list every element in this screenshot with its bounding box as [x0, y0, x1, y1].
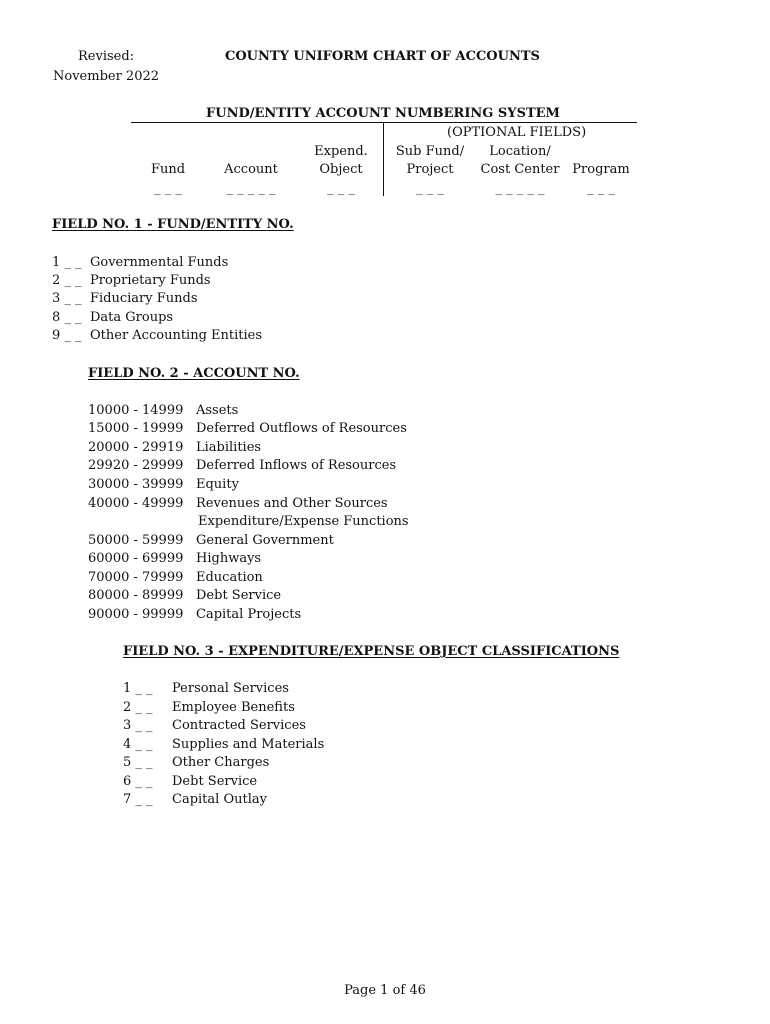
item-label: Other Charges [172, 755, 270, 770]
item-label: Proprietary Funds [90, 273, 211, 288]
column-line1 [568, 145, 634, 163]
page-number: Page 1 of 46 [344, 983, 426, 998]
column-blanks: _ _ _ [416, 181, 444, 196]
item-label: Other Accounting Entities [90, 328, 263, 343]
item-label: Deferred Outflows of Resources [196, 421, 407, 436]
column-line2: Account [224, 162, 278, 177]
column-line2: Object [319, 162, 363, 177]
column-line1 [140, 145, 196, 163]
item-label: Employee Benefits [172, 700, 295, 715]
item-label: Capital Outlay [172, 792, 267, 807]
item-label: General Government [196, 533, 334, 548]
item-code: 3 _ _ [52, 291, 82, 306]
item-range: 50000 - 59999 [88, 533, 184, 548]
item-label: Expenditure/Expense Functions [198, 514, 409, 529]
item-range: 20000 - 29919 [88, 440, 184, 455]
item-label: Capital Projects [196, 607, 302, 622]
item-range: 15000 - 19999 [88, 421, 184, 436]
revised-label: Revised: [78, 49, 135, 64]
column-account [211, 145, 291, 195]
document-title: COUNTY UNIFORM CHART OF ACCOUNTS [225, 49, 540, 64]
item-range: 10000 - 14999 [88, 403, 184, 418]
column-line1 [211, 145, 291, 163]
column-blanks: _ _ _ _ _ [226, 181, 276, 196]
item-code: 3 _ _ [123, 718, 153, 733]
field3-heading: FIELD NO. 3 - EXPENDITURE/EXPENSE OBJECT CLASSIFICATIONS [123, 644, 620, 659]
item-code: 7 _ _ [123, 792, 153, 807]
item-label: Equity [196, 477, 239, 492]
item-code: 5 _ _ [123, 755, 153, 770]
column-blanks: _ _ _ [327, 181, 355, 196]
item-label: Fiduciary Funds [90, 291, 198, 306]
column-location-cost-center [474, 145, 566, 195]
item-label: Assets [196, 403, 239, 418]
item-label: Education [196, 570, 263, 585]
item-label: Data Groups [90, 310, 174, 325]
item-label: Governmental Funds [90, 255, 229, 270]
item-code: 6 _ _ [123, 774, 153, 789]
item-code: 4 _ _ [123, 737, 153, 752]
item-code: 1 _ _ [52, 255, 82, 270]
column-blanks: _ _ _ [154, 181, 182, 196]
item-label: Personal Services [172, 681, 289, 696]
field1-heading: FIELD NO. 1 - FUND/ENTITY NO. [52, 217, 294, 232]
column-expend-object [308, 145, 374, 195]
column-sub-fund-project [391, 145, 469, 195]
numbering-system-rule [131, 122, 637, 123]
item-label: Highways [196, 551, 262, 566]
item-label: Debt Service [172, 774, 258, 789]
item-code: 8 _ _ [52, 310, 82, 325]
item-range: 40000 - 49999 [88, 496, 184, 511]
column-line2: Cost Center [480, 162, 560, 177]
numbering-system-title: FUND/ENTITY ACCOUNT NUMBERING SYSTEM [206, 106, 560, 121]
item-range: 60000 - 69999 [88, 551, 184, 566]
item-label: Revenues and Other Sources [196, 496, 388, 511]
item-range: 29920 - 29999 [88, 458, 184, 473]
optional-fields-label: (OPTIONAL FIELDS) [447, 125, 587, 140]
item-range: 70000 - 79999 [88, 570, 184, 585]
column-blanks: _ _ _ [587, 181, 615, 196]
item-range: 80000 - 89999 [88, 588, 184, 603]
field2-heading: FIELD NO. 2 - ACCOUNT NO. [88, 366, 300, 381]
column-line2: Fund [150, 162, 186, 177]
item-code: 1 _ _ [123, 681, 153, 696]
item-label: Liabilities [196, 440, 262, 455]
item-range: 30000 - 39999 [88, 477, 184, 492]
item-label: Debt Service [196, 588, 282, 603]
column-line2: Program [572, 162, 630, 177]
item-code: 2 _ _ [52, 273, 82, 288]
revised-date: November 2022 [53, 69, 160, 84]
item-label: Supplies and Materials [172, 737, 325, 752]
column-line1: Sub Fund/ [395, 144, 465, 159]
column-program [568, 145, 634, 195]
item-range: 90000 - 99999 [88, 607, 184, 622]
item-code: 2 _ _ [123, 700, 153, 715]
column-line1: Expend. [314, 144, 368, 159]
column-blanks: _ _ _ _ _ [495, 181, 545, 196]
item-label: Deferred Inflows of Resources [196, 458, 397, 473]
optional-fields-divider [383, 123, 384, 196]
column-line2: Project [406, 162, 454, 177]
column-fund [140, 145, 196, 195]
item-label: Contracted Services [172, 718, 306, 733]
column-line1: Location/ [489, 144, 551, 159]
item-code: 9 _ _ [52, 328, 82, 343]
